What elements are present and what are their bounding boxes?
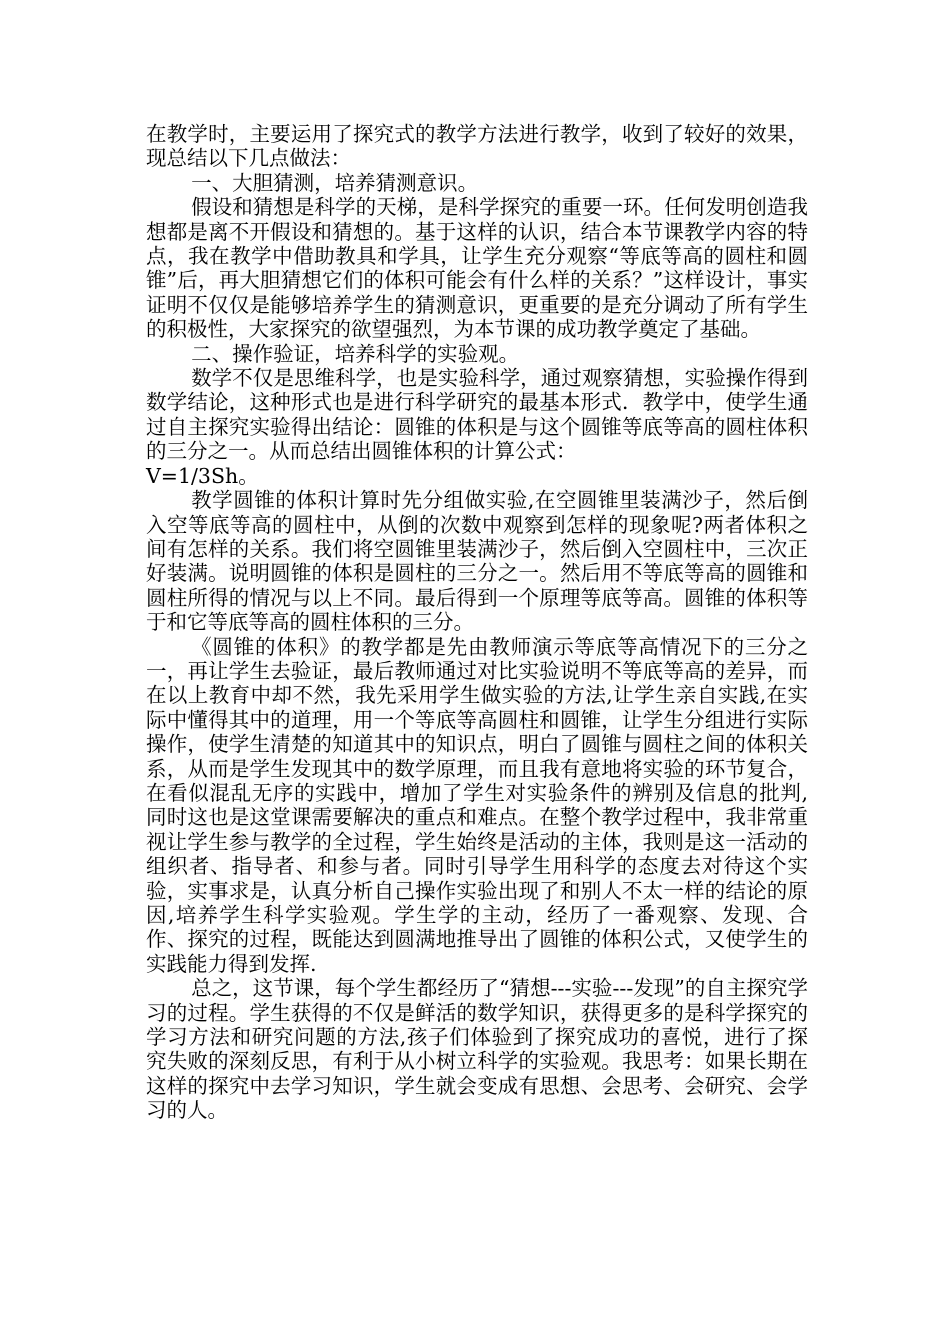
section-heading-guess: 一、大胆猜测，培养猜测意识。	[191, 170, 479, 195]
section-heading-verify: 二、操作验证，培养科学的实验观。	[191, 341, 520, 366]
paragraph-intro: 在教学时，主要运用了探究式的教学方法进行教学，收到了较好的效果，现总结以下几点做法：	[146, 122, 808, 171]
paragraph-verify: 数学不仅是思维科学，也是实验科学，通过观察猜想，实验操作得到数学结论，这种形式也是进行科学研究的最基本形式．教学中，使学生通过自主探究实验得出结论：圆锥的体积是与这个圆锥等底等高的圆柱体积的三分之一。从而总结出圆锥体积的计算公式： V=1/3Sh。	[146, 366, 808, 488]
paragraph-teaching: 《圆锥的体积》的教学都是先由教师演示等底等高情况下的三分之一，再让学生去验证，最后教师通过对比实验说明不等底等高的差异，而在以上教育中却不然，我先采用学生做实验的方法,让学生亲自实践,在实际中懂得其中的道理，用一个等底等高圆柱和圆锥，让学生分组进行实际操作，使学生清楚的知道其中的知识点，明白了圆锥与圆柱之间的体积关系，从而是学生发现其中的数学原理，而且我有意地将实验的环节复合，在看似混乱无序的实践中，增加了学生对实验条件的辨别及信息的批判,同时这也是这堂课需要解决的重点和难点。在整个教学过程中，我非常重视让学生参与教学的全过程，学生始终是活动的主体，我则是这一活动的组织者、指导者、和参与者。同时引导学生用科学的态度去对待这个实验，实事求是，认真分析自己操作实验出现了和别人不太一样的结论的原因,培养学生科学实验观。学生学的主动，经历了一番观察、发现、合作、探究的过程，既能达到圆满地推导出了圆锥的体积公式，又使学生的实践能力得到发挥.	[146, 634, 808, 976]
paragraph-summary: 总之，这节课，每个学生都经历了“猜想---实验---发现”的自主探究学习的过程。学生获得的不仅是鲜活的数学知识，获得更多的是科学探究的学习方法和研究问题的方法,孩子们体验到了探究成功的喜悦，进行了探究失败的深刻反思，有利于从小树立科学的实验观。我思考：如果长期在这样的探究中去学习知识，学生就会变成有思想、会思考、会研究、会学习的人。	[146, 976, 808, 1123]
document-body	[146, 122, 808, 1123]
paragraph-guess: 假设和猜想是科学的天梯，是科学探究的重要一环。任何发明创造我想都是离不开假设和猜想的。基于这样的认识，结合本节课教学内容的特点，我在教学中借助教具和学具，让学生充分观察“等底等高的圆柱和圆锥”后，再大胆猜想它们的体积可能会有什么样的关系？”这样设计，事实证明不仅仅是能够培养学生的猜测意识，更重要的是充分调动了所有学生的积极性，大家探究的欲望强烈，为本节课的成功教学奠定了基础。	[146, 195, 808, 342]
paragraph-experiment: 教学圆锥的体积计算时先分组做实验,在空圆锥里装满沙子，然后倒入空等底等高的圆柱中，从倒的次数中观察到怎样的现象呢?两者体积之间有怎样的关系。我们将空圆锥里装满沙子，然后倒入空圆柱中，三次正好装满。说明圆锥的体积是圆柱的三分之一。然后用不等底等高的圆锥和圆柱所得的情况与以上不同。最后得到一个原理等底等高。圆锥的体积等于和它等底等高的圆柱体积的三分。	[146, 488, 808, 635]
